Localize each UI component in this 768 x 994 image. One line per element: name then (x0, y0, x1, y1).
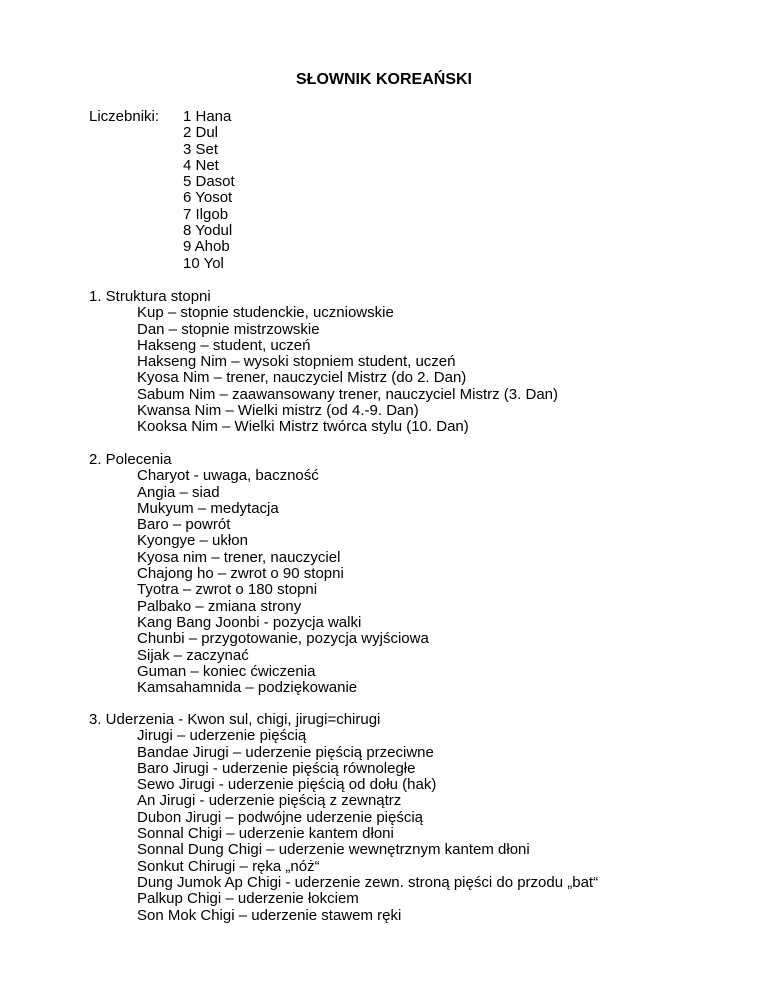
list-item: Hakseng Nim – wysoki stopniem student, uczeń (137, 353, 456, 371)
list-item: Chajong ho – zwrot o 90 stopni (137, 565, 344, 583)
list-item: Angia – siad (137, 483, 220, 501)
numeral-item: 1 Hana (183, 108, 232, 125)
section-list (89, 305, 558, 435)
page-title: SŁOWNIK KOREAŃSKI (296, 71, 472, 88)
list-item: Baro Jirugi - uderzenie pięścią równoległe (137, 759, 416, 777)
list-item: Palkup Chigi – uderzenie łokciem (137, 890, 359, 908)
list-item: Baro – powrót (137, 516, 231, 534)
list-item: Sijak – zaczynać (137, 646, 249, 664)
numeral-item: 7 Ilgob (183, 205, 229, 223)
numerals-list (183, 109, 235, 272)
numeral-item: 8 Yodul (183, 222, 233, 240)
list-item: Sonkut Chirugi – ręka „nóż“ (137, 857, 320, 875)
section-strikes (89, 712, 598, 924)
list-item: Kyongye – ukłon (137, 532, 248, 550)
numeral-item: 3 Set (183, 140, 219, 158)
list-item: Kamsahamnida – podziękowanie (137, 679, 358, 697)
list-item: Sabum Nim – zaawansowany trener, nauczyciel Mistrz (3. Dan) (137, 385, 558, 403)
numerals-label: Liczebniki: (89, 108, 160, 125)
section-heading: 1. Struktura stopni (89, 288, 211, 305)
list-item: An Jirugi - uderzenie pięścią z zewnątrz (137, 792, 402, 810)
list-item: Guman – koniec ćwiczenia (137, 662, 316, 680)
numeral-item: 2 Dul (183, 124, 219, 142)
numeral-item: 9 Ahob (183, 238, 230, 256)
list-item: Tyotra – zwrot o 180 stopni (137, 581, 318, 599)
list-item: Kyosa Nim – trener, nauczyciel Mistrz (do 2. Dan) (137, 369, 467, 387)
section-commands (89, 452, 429, 696)
list-item: Sewo Jirugi - uderzenie pięścią od dołu (hak) (137, 776, 437, 794)
list-item: Kwansa Nim – Wielki mistrz (od 4.-9. Dan) (137, 402, 419, 420)
list-item: Hakseng – student, uczeń (137, 336, 311, 354)
list-item: Chunbi – przygotowanie, pozycja wyjściowa (137, 630, 429, 648)
section-heading: 2. Polecenia (89, 451, 172, 468)
list-item: Jirugi – uderzenie pięścią (137, 727, 307, 745)
list-item: Kup – stopnie studenckie, uczniowskie (137, 304, 394, 322)
list-item: Son Mok Chigi – uderzenie stawem ręki (137, 906, 402, 924)
list-item: Dubon Jirugi – podwójne uderzenie pięścią (137, 808, 424, 826)
numeral-item: 6 Yosot (183, 189, 233, 207)
list-item: Kooksa Nim – Wielki Mistrz twórca stylu (10. Dan) (137, 418, 469, 436)
list-item: Sonnal Chigi – uderzenie kantem dłoni (137, 825, 394, 843)
list-item: Charyot - uwaga, baczność (137, 467, 319, 485)
list-item: Bandae Jirugi – uderzenie pięścią przeciwne (137, 743, 434, 761)
section-heading: 3. Uderzenia - Kwon sul, chigi, jirugi=chirugi (89, 711, 381, 728)
section-list (89, 468, 429, 696)
list-item: Dung Jumok Ap Chigi - uderzenie zewn. stroną pięści do przodu „bat“ (137, 873, 599, 891)
list-item: Sonnal Dung Chigi – uderzenie wewnętrznym kantem dłoni (137, 841, 530, 859)
numeral-item: 5 Dasot (183, 173, 235, 191)
numeral-item: 4 Net (183, 156, 219, 174)
list-item: Kyosa nim – trener, nauczyciel (137, 548, 341, 566)
list-item: Kang Bang Joonbi - pozycja walki (137, 613, 362, 631)
numeral-item: 10 Yol (183, 254, 224, 272)
list-item: Dan – stopnie mistrzowskie (137, 320, 320, 338)
section-list (89, 728, 598, 924)
section-ranks (89, 289, 558, 436)
list-item: Palbako – zmiana strony (137, 597, 302, 615)
list-item: Mukyum – medytacja (137, 499, 279, 517)
